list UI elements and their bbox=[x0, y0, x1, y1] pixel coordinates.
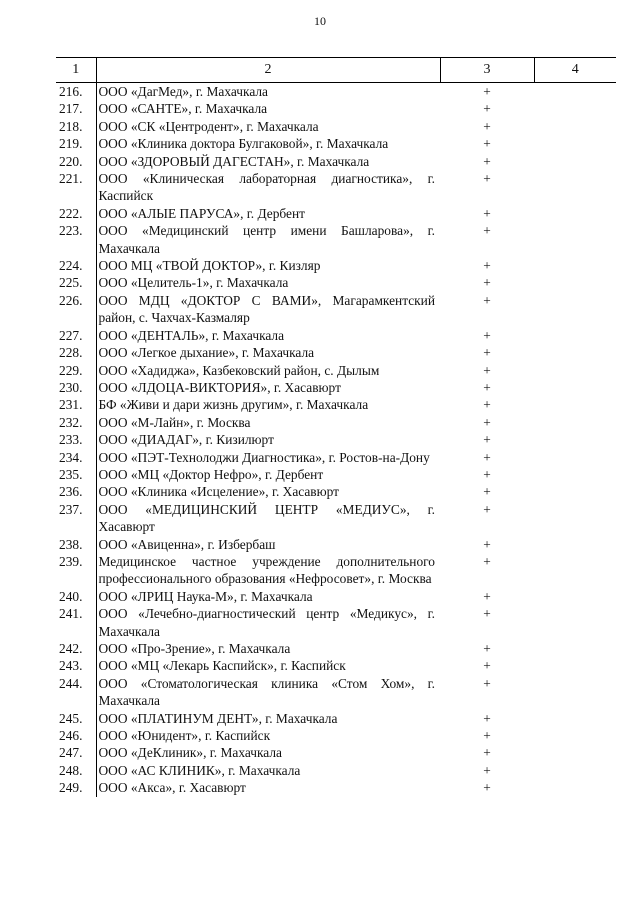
column-4-cell bbox=[534, 449, 616, 466]
table-row bbox=[56, 744, 616, 761]
column-4-cell bbox=[534, 640, 616, 657]
table-row bbox=[56, 83, 616, 101]
inclusion-mark: + bbox=[483, 641, 491, 656]
column-4-cell bbox=[534, 762, 616, 779]
row-number: 216. bbox=[59, 84, 83, 99]
inclusion-mark: + bbox=[483, 258, 491, 274]
organization-name: ООО «Про-Зрение», г. Махачкала bbox=[96, 640, 440, 657]
table-row bbox=[56, 344, 616, 361]
row-number: 228. bbox=[59, 345, 83, 361]
row-number: 232. bbox=[59, 414, 83, 430]
column-4-cell bbox=[534, 222, 616, 257]
inclusion-mark: + bbox=[483, 553, 491, 569]
table-row bbox=[56, 135, 616, 152]
row-number: 218. bbox=[59, 118, 83, 134]
organization-name: ООО МЦ «ТВОЙ ДОКТОР», г. Кизляр bbox=[96, 257, 440, 274]
table-row bbox=[56, 710, 616, 727]
table-row bbox=[56, 379, 616, 396]
column-4-cell bbox=[534, 657, 616, 674]
column-4-cell bbox=[534, 466, 616, 483]
inclusion-mark: + bbox=[483, 745, 491, 761]
row-number: 220. bbox=[59, 153, 83, 169]
inclusion-mark: + bbox=[483, 205, 491, 221]
column-4-cell bbox=[534, 675, 616, 710]
inclusion-mark: + bbox=[483, 379, 491, 395]
organization-name: ООО «Стоматологическая клиника «Стом Хом», г. Махачкала bbox=[96, 675, 440, 710]
inclusion-mark: + bbox=[483, 606, 491, 622]
row-number: 247. bbox=[59, 745, 83, 761]
inclusion-mark: + bbox=[483, 728, 491, 744]
inclusion-mark: + bbox=[483, 588, 491, 604]
row-number: 246. bbox=[59, 728, 83, 744]
column-4-cell bbox=[534, 396, 616, 413]
table-row bbox=[56, 431, 616, 448]
row-number: 235. bbox=[59, 466, 83, 482]
inclusion-mark: + bbox=[483, 275, 491, 291]
column-4-cell bbox=[534, 170, 616, 205]
column-4-cell bbox=[534, 118, 616, 135]
inclusion-mark: + bbox=[483, 536, 491, 552]
table-row bbox=[56, 170, 616, 205]
table-row bbox=[56, 657, 616, 674]
table-row bbox=[56, 414, 616, 431]
column-4-cell bbox=[534, 274, 616, 291]
table-row bbox=[56, 362, 616, 379]
table-row bbox=[56, 553, 616, 588]
organization-name: ООО «Авиценна», г. Избербаш bbox=[96, 536, 440, 553]
row-number: 245. bbox=[59, 710, 83, 726]
table-row bbox=[56, 605, 616, 640]
inclusion-mark: + bbox=[483, 414, 491, 430]
row-number: 233. bbox=[59, 432, 83, 448]
column-4-cell bbox=[534, 414, 616, 431]
table-row bbox=[56, 640, 616, 657]
inclusion-mark: + bbox=[483, 223, 491, 239]
organization-name: ООО «ПЛАТИНУМ ДЕНТ», г. Махачкала bbox=[96, 710, 440, 727]
organization-name: ООО «М-Лайн», г. Москва bbox=[96, 414, 440, 431]
column-header-3: 3 bbox=[440, 58, 534, 83]
column-4-cell bbox=[534, 135, 616, 152]
organization-name: БФ «Живи и дари жизнь другим», г. Махачкала bbox=[96, 396, 440, 413]
column-4-cell bbox=[534, 588, 616, 605]
row-number: 234. bbox=[59, 449, 83, 465]
organization-name: ООО «САНТЕ», г. Махачкала bbox=[96, 100, 440, 117]
column-4-cell bbox=[534, 779, 616, 796]
column-4-cell bbox=[534, 257, 616, 274]
table-row bbox=[56, 205, 616, 222]
inclusion-mark: + bbox=[483, 118, 491, 134]
row-number: 224. bbox=[59, 258, 83, 274]
row-number: 226. bbox=[59, 292, 83, 308]
column-4-cell bbox=[534, 536, 616, 553]
inclusion-mark: + bbox=[483, 362, 491, 378]
table-row bbox=[56, 727, 616, 744]
column-4-cell bbox=[534, 605, 616, 640]
column-4-cell bbox=[534, 553, 616, 588]
column-4-cell bbox=[534, 744, 616, 761]
inclusion-mark: + bbox=[483, 658, 491, 674]
organization-name: ООО «Акса», г. Хасавюрт bbox=[96, 779, 440, 796]
row-number: 229. bbox=[59, 362, 83, 378]
row-number: 248. bbox=[59, 762, 83, 778]
organization-name: ООО МДЦ «ДОКТОР С ВАМИ», Магарамкентский район, с. Чахчах-Казмаляр bbox=[96, 292, 440, 327]
organization-name: ООО «ДЕНТАЛЬ», г. Махачкала bbox=[96, 327, 440, 344]
table-body bbox=[56, 83, 616, 797]
row-number: 243. bbox=[59, 658, 83, 674]
column-4-cell bbox=[534, 83, 616, 101]
column-4-cell bbox=[534, 379, 616, 396]
column-4-cell bbox=[534, 362, 616, 379]
inclusion-mark: + bbox=[483, 101, 491, 117]
organization-name: ООО «Хадиджа», Казбековский район, с. Дылым bbox=[96, 362, 440, 379]
organization-name: ООО «ЛРИЦ Наука-М», г. Махачкала bbox=[96, 588, 440, 605]
table-row bbox=[56, 222, 616, 257]
organization-name: ООО «Лечебно-диагностический центр «Медикус», г. Махачкала bbox=[96, 605, 440, 640]
table-row bbox=[56, 675, 616, 710]
organization-name: ООО «Медицинский центр имени Башларова», г. Махачкала bbox=[96, 222, 440, 257]
inclusion-mark: + bbox=[483, 153, 491, 169]
inclusion-mark: + bbox=[483, 136, 491, 152]
row-number: 249. bbox=[59, 780, 83, 796]
organizations-table bbox=[56, 57, 616, 797]
table-row bbox=[56, 483, 616, 500]
table-row bbox=[56, 501, 616, 536]
organization-name: ООО «МЕДИЦИНСКИЙ ЦЕНТР «МЕДИУС», г. Хасавюрт bbox=[96, 501, 440, 536]
organization-name: ООО «Юнидент», г. Каспийск bbox=[96, 727, 440, 744]
organization-name: ООО «Целитель-1», г. Махачкала bbox=[96, 274, 440, 291]
column-header-2: 2 bbox=[96, 58, 440, 83]
column-4-cell bbox=[534, 710, 616, 727]
inclusion-mark: + bbox=[483, 762, 491, 778]
column-4-cell bbox=[534, 153, 616, 170]
inclusion-mark: + bbox=[483, 345, 491, 361]
organization-name: ООО «Легкое дыхание», г. Махачкала bbox=[96, 344, 440, 361]
row-number: 222. bbox=[59, 205, 83, 221]
table-row bbox=[56, 118, 616, 135]
row-number: 241. bbox=[59, 606, 83, 622]
column-header-1: 1 bbox=[56, 58, 96, 83]
table-row bbox=[56, 449, 616, 466]
inclusion-mark: + bbox=[483, 449, 491, 465]
column-4-cell bbox=[534, 431, 616, 448]
table-row bbox=[56, 536, 616, 553]
table-row bbox=[56, 588, 616, 605]
organization-name: ООО «ПЭТ-Технолоджи Диагностика», г. Ростов-на-Дону bbox=[96, 449, 440, 466]
organization-name: ООО «МЦ «Лекарь Каспийск», г. Каспийск bbox=[96, 657, 440, 674]
inclusion-mark: + bbox=[483, 432, 491, 448]
row-number: 231. bbox=[59, 397, 83, 413]
row-number: 244. bbox=[59, 675, 83, 691]
column-4-cell bbox=[534, 483, 616, 500]
organization-name: ООО «АЛЫЕ ПАРУСА», г. Дербент bbox=[96, 205, 440, 222]
column-4-cell bbox=[534, 344, 616, 361]
inclusion-mark: + bbox=[483, 397, 491, 413]
row-number: 227. bbox=[59, 327, 83, 343]
row-number: 219. bbox=[59, 136, 83, 152]
organization-name: ООО «МЦ «Доктор Нефро», г. Дербент bbox=[96, 466, 440, 483]
organization-name: ООО «Клиническая лабораторная диагностика», г. Каспийск bbox=[96, 170, 440, 205]
row-number: 230. bbox=[59, 379, 83, 395]
inclusion-mark: + bbox=[483, 484, 491, 500]
organization-name: ООО «ДеКлиник», г. Махачкала bbox=[96, 744, 440, 761]
column-4-cell bbox=[534, 501, 616, 536]
table-row bbox=[56, 327, 616, 344]
organization-name: Медицинское частное учреждение дополнительного профессионального образования «Нефросовет», г. Москва bbox=[96, 553, 440, 588]
table-row bbox=[56, 779, 616, 796]
inclusion-mark: + bbox=[483, 327, 491, 343]
organization-name: ООО «ЗДОРОВЫЙ ДАГЕСТАН», г. Махачкала bbox=[96, 153, 440, 170]
inclusion-mark: + bbox=[483, 466, 491, 482]
inclusion-mark: + bbox=[483, 675, 491, 691]
table-row bbox=[56, 292, 616, 327]
organization-name: ООО «ЛДОЦА-ВИКТОРИЯ», г. Хасавюрт bbox=[96, 379, 440, 396]
table-row bbox=[56, 274, 616, 291]
organization-name: ООО «Клиника «Исцеление», г. Хасавюрт bbox=[96, 483, 440, 500]
inclusion-mark: + bbox=[483, 501, 491, 517]
organization-name: ООО «ДагМед», г. Махачкала bbox=[96, 83, 440, 101]
table-row bbox=[56, 396, 616, 413]
row-number: 223. bbox=[59, 223, 83, 239]
inclusion-mark: + bbox=[483, 84, 491, 99]
row-number: 238. bbox=[59, 536, 83, 552]
organization-name: ООО «ДИАДАГ», г. Кизилюрт bbox=[96, 431, 440, 448]
table-row bbox=[56, 466, 616, 483]
row-number: 242. bbox=[59, 641, 83, 656]
row-number: 217. bbox=[59, 101, 83, 117]
column-4-cell bbox=[534, 205, 616, 222]
page-number: 10 bbox=[314, 14, 326, 28]
row-number: 236. bbox=[59, 484, 83, 500]
column-4-cell bbox=[534, 100, 616, 117]
column-4-cell bbox=[534, 327, 616, 344]
row-number: 221. bbox=[59, 171, 83, 187]
inclusion-mark: + bbox=[483, 292, 491, 308]
table-row bbox=[56, 100, 616, 117]
column-4-cell bbox=[534, 727, 616, 744]
table-header bbox=[56, 58, 616, 83]
row-number: 239. bbox=[59, 553, 83, 569]
column-header-4: 4 bbox=[534, 58, 616, 83]
inclusion-mark: + bbox=[483, 710, 491, 726]
table-row bbox=[56, 257, 616, 274]
organization-name: ООО «АС КЛИНИК», г. Махачкала bbox=[96, 762, 440, 779]
row-number: 240. bbox=[59, 588, 83, 604]
inclusion-mark: + bbox=[483, 171, 491, 187]
column-4-cell bbox=[534, 292, 616, 327]
organization-name: ООО «СК «Центродент», г. Махачкала bbox=[96, 118, 440, 135]
inclusion-mark: + bbox=[483, 780, 491, 796]
table-row bbox=[56, 762, 616, 779]
row-number: 225. bbox=[59, 275, 83, 291]
row-number: 237. bbox=[59, 501, 83, 517]
table-row bbox=[56, 153, 616, 170]
organization-name: ООО «Клиника доктора Булгаковой», г. Махачкала bbox=[96, 135, 440, 152]
